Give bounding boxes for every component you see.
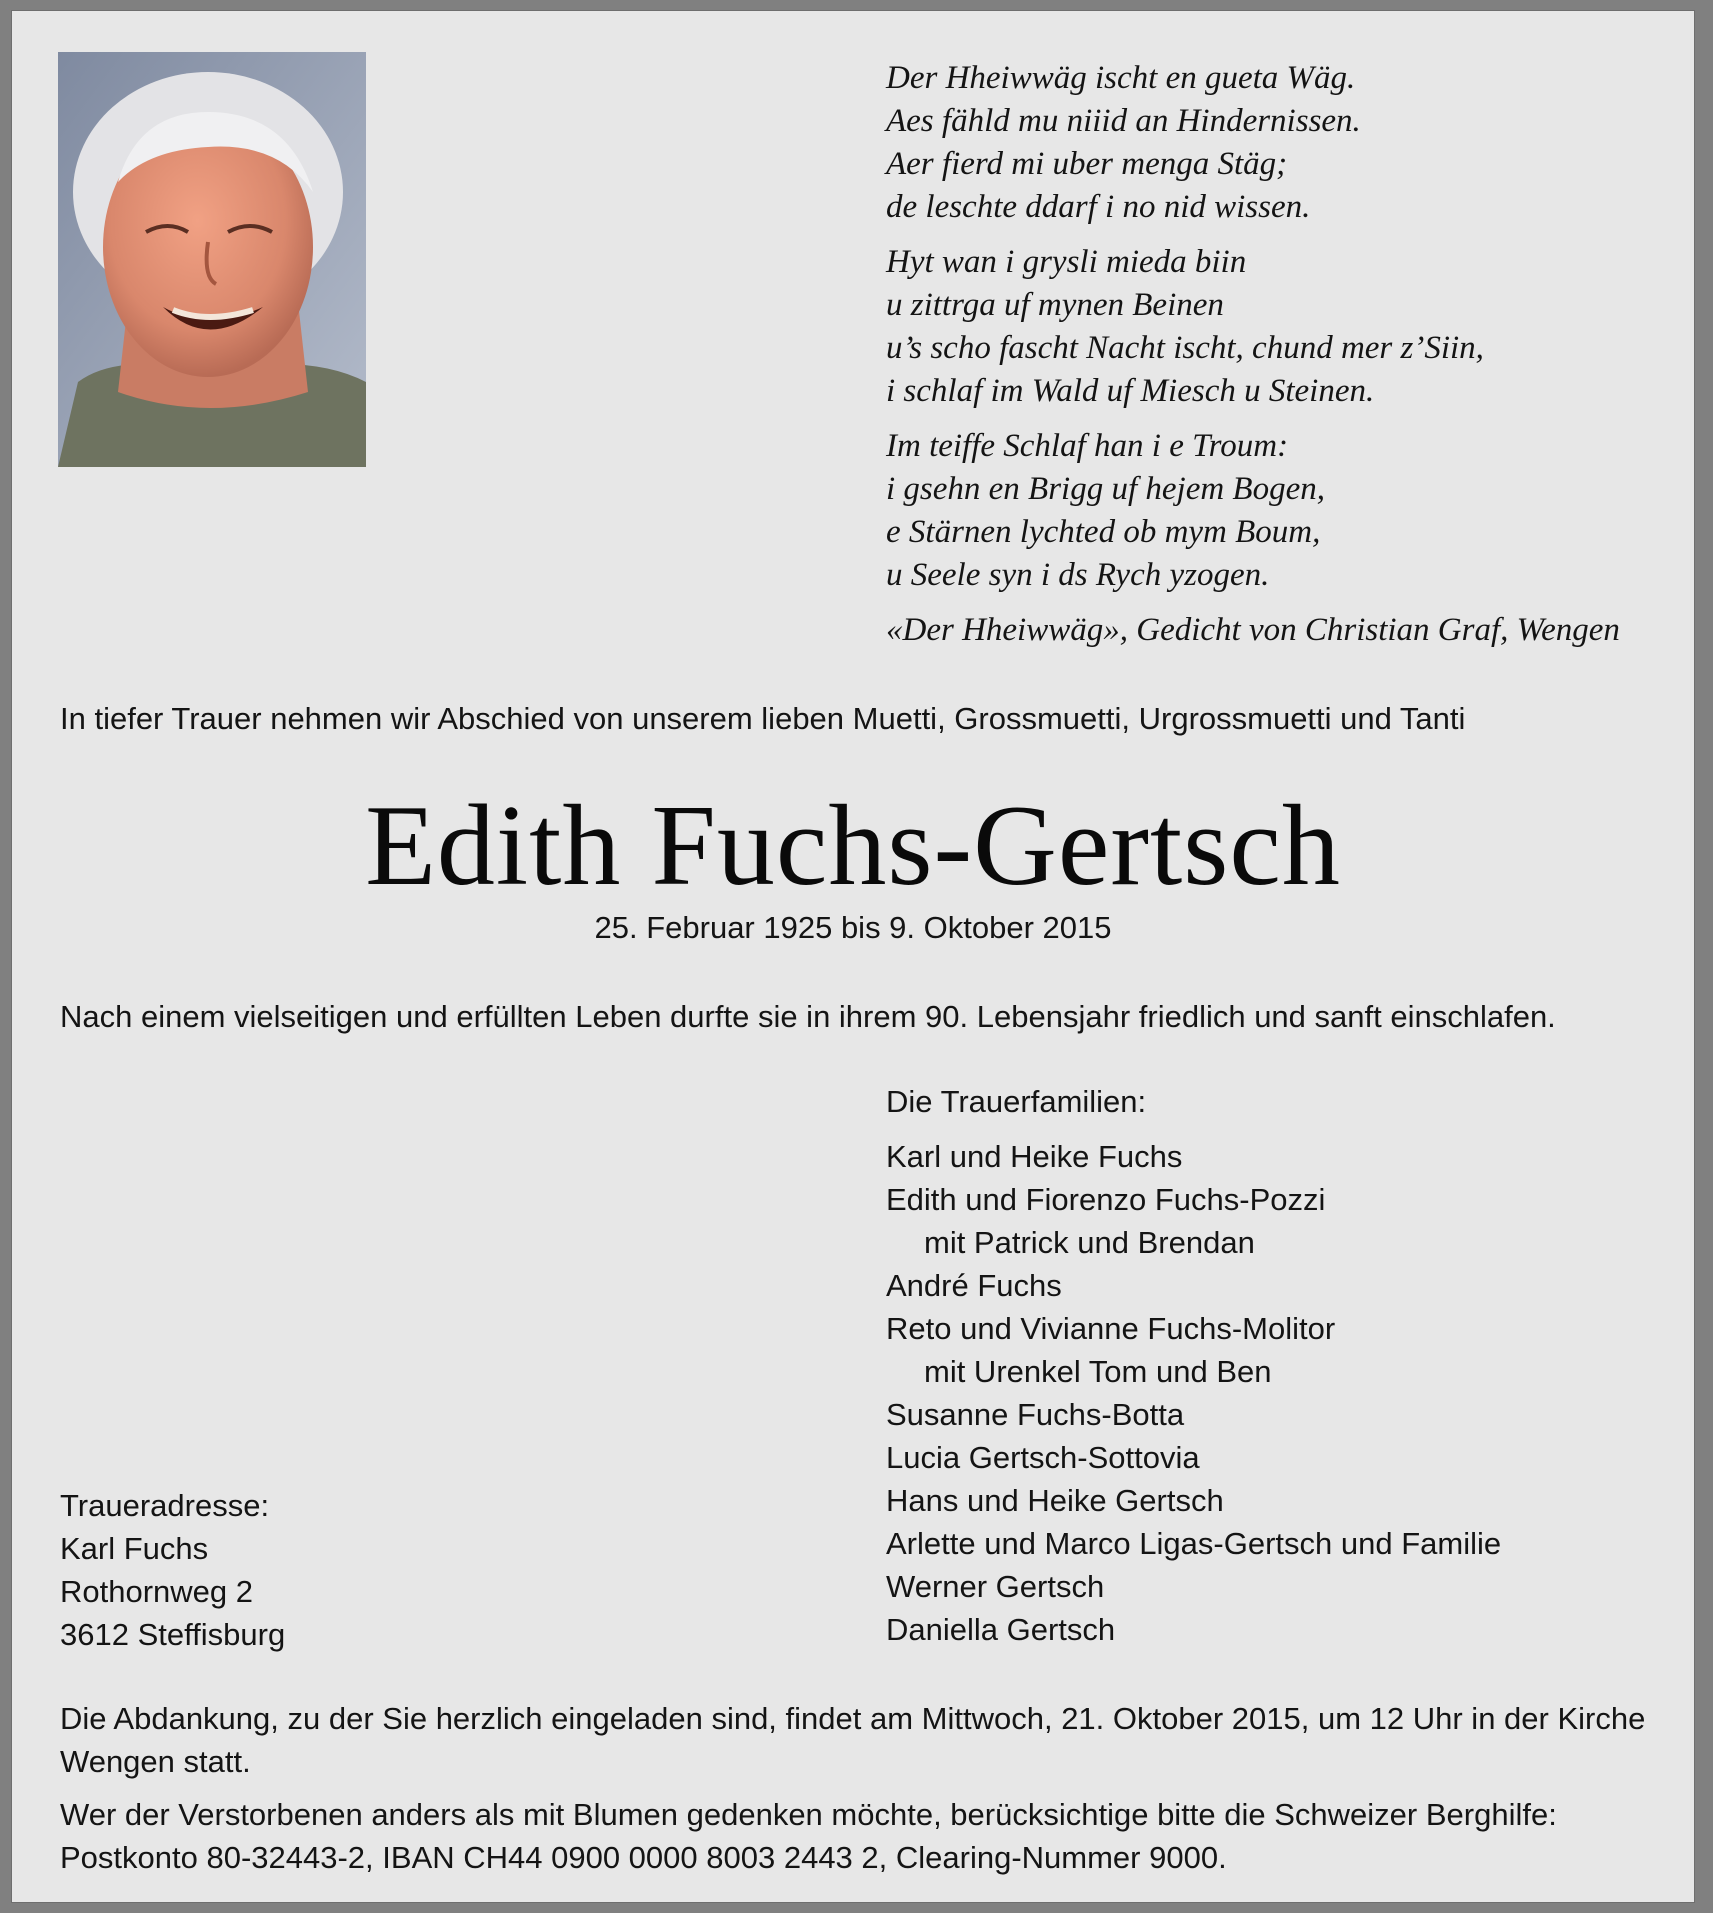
poem-stanza: [886, 241, 1686, 413]
mourning-families: [886, 1080, 1501, 1651]
portrait-photo: [58, 52, 366, 467]
address-name: Karl Fuchs: [60, 1531, 209, 1566]
family-member: Karl und Heike Fuchs: [886, 1139, 1183, 1174]
mourning-address: [60, 1484, 285, 1656]
intro-text: In tiefer Trauer nehmen wir Abschied von unserem lieben Muetti, Grossmuetti, Urgrossmuetti und Tanti: [60, 701, 1466, 736]
address-city: 3612 Steffisburg: [60, 1617, 286, 1652]
families-heading: Die Trauerfamilien:: [886, 1084, 1147, 1119]
family-member: Susanne Fuchs-Botta: [886, 1397, 1185, 1432]
address-label: Traueradresse:: [60, 1488, 270, 1523]
obituary-notice: [11, 10, 1695, 1903]
family-member: Edith und Fiorenzo Fuchs-Pozzi: [886, 1182, 1326, 1217]
family-member: mit Urenkel Tom und Ben: [924, 1354, 1272, 1389]
poem-line: i gsehn en Brigg uf hejem Bogen,: [886, 471, 1325, 507]
poem-line: Aes fähld mu niiid an Hindernissen.: [886, 103, 1361, 139]
life-statement: Nach einem vielseitigen und erfüllten Leben durfte sie in ihrem 90. Lebensjahr friedlich und sanft einschlafen.: [60, 999, 1556, 1034]
life-dates: 25. Februar 1925 bis 9. Oktober 2015: [594, 910, 1112, 945]
family-member: André Fuchs: [886, 1268, 1062, 1303]
family-member: Werner Gertsch: [886, 1569, 1105, 1604]
family-member: mit Patrick und Brendan: [924, 1225, 1255, 1260]
poem-line: de leschte ddarf i no nid wissen.: [886, 189, 1311, 225]
poem-line: u Seele syn i ds Rych yzogen.: [886, 557, 1270, 593]
family-member: Lucia Gertsch-Sottovia: [886, 1440, 1200, 1475]
poem-line: u’s scho fascht Nacht ischt, chund mer z’Siin,: [886, 330, 1484, 366]
poem: [886, 57, 1686, 652]
family-member: Hans und Heike Gertsch: [886, 1483, 1224, 1518]
poem-line: i schlaf im Wald uf Miesch u Steinen.: [886, 373, 1375, 409]
funeral-notice: Die Abdankung, zu der Sie herzlich eingeladen sind, findet am Mittwoch, 21. Oktober 2015, um 12 Uhr in der Kirche Wengen statt.: [60, 1701, 1646, 1779]
closing-notes: [60, 1697, 1660, 1889]
poem-stanza: [886, 425, 1686, 597]
family-list: [886, 1135, 1501, 1651]
poem-line: u zittrga uf mynen Beinen: [886, 287, 1224, 323]
poem-line: e Stärnen lychted ob mym Boum,: [886, 514, 1321, 550]
deceased-name: Edith Fuchs-Gertsch: [365, 782, 1341, 910]
poem-line: Im teiffe Schlaf han i e Troum:: [886, 428, 1289, 464]
family-member: Reto und Vivianne Fuchs-Molitor: [886, 1311, 1336, 1346]
poem-line: Der Hheiwwäg ischt en gueta Wäg.: [886, 60, 1356, 96]
address-street: Rothornweg 2: [60, 1574, 254, 1609]
poem-line: Hyt wan i grysli mieda biin: [886, 244, 1247, 280]
donation-notice: Wer der Verstorbenen anders als mit Blumen gedenken möchte, berücksichtige bitte die Schweizer Berghilfe: Postkonto 80-32443-2, IBAN CH44 0900 0000 8003 2443 2, Clearing-Nummer 9000.: [60, 1797, 1557, 1875]
family-member: Arlette und Marco Ligas-Gertsch und Familie: [886, 1526, 1502, 1561]
portrait-image: [58, 52, 366, 467]
poem-line: Aer fierd mi uber menga Stäg;: [886, 146, 1288, 182]
family-member: Daniella Gertsch: [886, 1612, 1116, 1647]
poem-stanza: [886, 57, 1686, 229]
poem-credit: «Der Hheiwwäg», Gedicht von Christian Graf, Wengen: [886, 612, 1620, 648]
